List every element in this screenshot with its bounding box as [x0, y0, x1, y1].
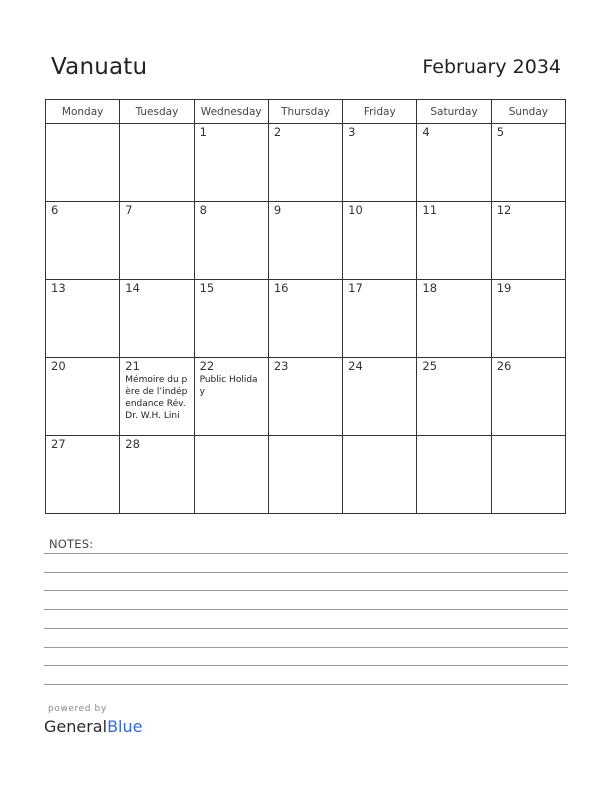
weekday-thursday: Thursday: [268, 100, 342, 124]
day-number: 12: [496, 203, 512, 217]
day-cell: [343, 202, 417, 280]
day-cell: [46, 280, 120, 358]
day-cell: [46, 124, 120, 202]
day-cell: [194, 124, 268, 202]
calendar-month-title: February 2034: [422, 56, 561, 78]
day-number: 6: [51, 203, 59, 217]
notes-label: NOTES:: [49, 537, 94, 551]
week-row: [46, 124, 566, 202]
day-number: 8: [199, 203, 207, 217]
day-number: 26: [496, 359, 512, 373]
day-cell: [194, 280, 268, 358]
week-row: [46, 202, 566, 280]
generalblue-logo: [44, 717, 142, 736]
day-number: 14: [125, 281, 140, 295]
day-number: 11: [422, 203, 438, 217]
day-number: 2: [273, 125, 282, 139]
day-number: 4: [422, 125, 430, 139]
day-number: 18: [422, 281, 438, 295]
day-cell: [46, 358, 120, 436]
day-number: 25: [422, 359, 438, 373]
day-number: 22: [199, 359, 215, 373]
day-cell: [417, 202, 491, 280]
holiday-event: Public Holiday: [199, 375, 258, 397]
week-row: [46, 358, 566, 436]
weekday-tuesday: Tuesday: [120, 100, 194, 124]
day-cell: [343, 124, 417, 202]
notes-line: [44, 665, 568, 666]
day-number: 16: [273, 281, 289, 295]
day-number: 7: [125, 203, 133, 217]
logo-blue-text: Blue: [107, 717, 143, 736]
day-cell: [194, 358, 268, 436]
day-cell: [417, 358, 491, 436]
day-cell: [343, 436, 417, 514]
weekday-header-row: [46, 100, 566, 124]
notes-line: [44, 572, 568, 573]
day-cell: [491, 124, 565, 202]
day-cell: [268, 202, 342, 280]
day-cell: [268, 436, 342, 514]
weekday-saturday: Saturday: [417, 100, 491, 124]
notes-line: [44, 628, 568, 629]
day-number: 5: [496, 125, 505, 139]
week-row: [46, 436, 566, 514]
day-cell: [491, 202, 565, 280]
day-number: 24: [348, 359, 363, 373]
day-cell: [268, 358, 342, 436]
holiday-event: Mémoire du père de l’indépendance Rév. Dr. W.H. Lini: [125, 375, 188, 421]
day-cell: [46, 436, 120, 514]
day-number: 27: [51, 437, 66, 451]
day-number: 13: [51, 281, 66, 295]
day-cell: [417, 436, 491, 514]
day-cell: [268, 280, 342, 358]
day-cell: [120, 280, 194, 358]
day-cell: [120, 436, 194, 514]
day-cell: [120, 124, 194, 202]
day-number: 9: [273, 203, 282, 217]
calendar-country-title: Vanuatu: [51, 54, 148, 80]
day-number: 17: [348, 281, 363, 295]
day-cell: [343, 280, 417, 358]
calendar-grid: [45, 99, 566, 514]
weekday-wednesday: Wednesday: [194, 100, 268, 124]
weekday-monday: Monday: [46, 100, 120, 124]
day-number: 1: [199, 125, 207, 139]
day-cell: [268, 124, 342, 202]
weekday-friday: Friday: [343, 100, 417, 124]
day-cell: [194, 436, 268, 514]
day-cell: [46, 202, 120, 280]
day-number: 28: [125, 437, 140, 451]
powered-by-text: powered by: [48, 704, 107, 714]
day-cell: [343, 358, 417, 436]
logo-general-text: General: [44, 717, 108, 736]
notes-line: [44, 553, 568, 554]
day-number: 20: [51, 359, 66, 373]
day-cell: [194, 202, 268, 280]
day-number: 23: [273, 359, 289, 373]
day-cell: [417, 280, 491, 358]
day-cell: [491, 436, 565, 514]
day-number: 10: [348, 203, 363, 217]
week-row: [46, 280, 566, 358]
day-cell: [491, 358, 565, 436]
notes-line: [44, 684, 568, 685]
day-cell: [491, 280, 565, 358]
notes-line: [44, 590, 568, 591]
day-number: 19: [496, 281, 512, 295]
notes-line: [44, 647, 568, 648]
day-number: 15: [199, 281, 215, 295]
day-cell: [120, 358, 194, 436]
day-cell: [120, 202, 194, 280]
day-number: 3: [348, 125, 356, 139]
day-number: 21: [125, 359, 140, 373]
notes-line: [44, 609, 568, 610]
weekday-sunday: Sunday: [491, 100, 565, 124]
day-cell: [417, 124, 491, 202]
